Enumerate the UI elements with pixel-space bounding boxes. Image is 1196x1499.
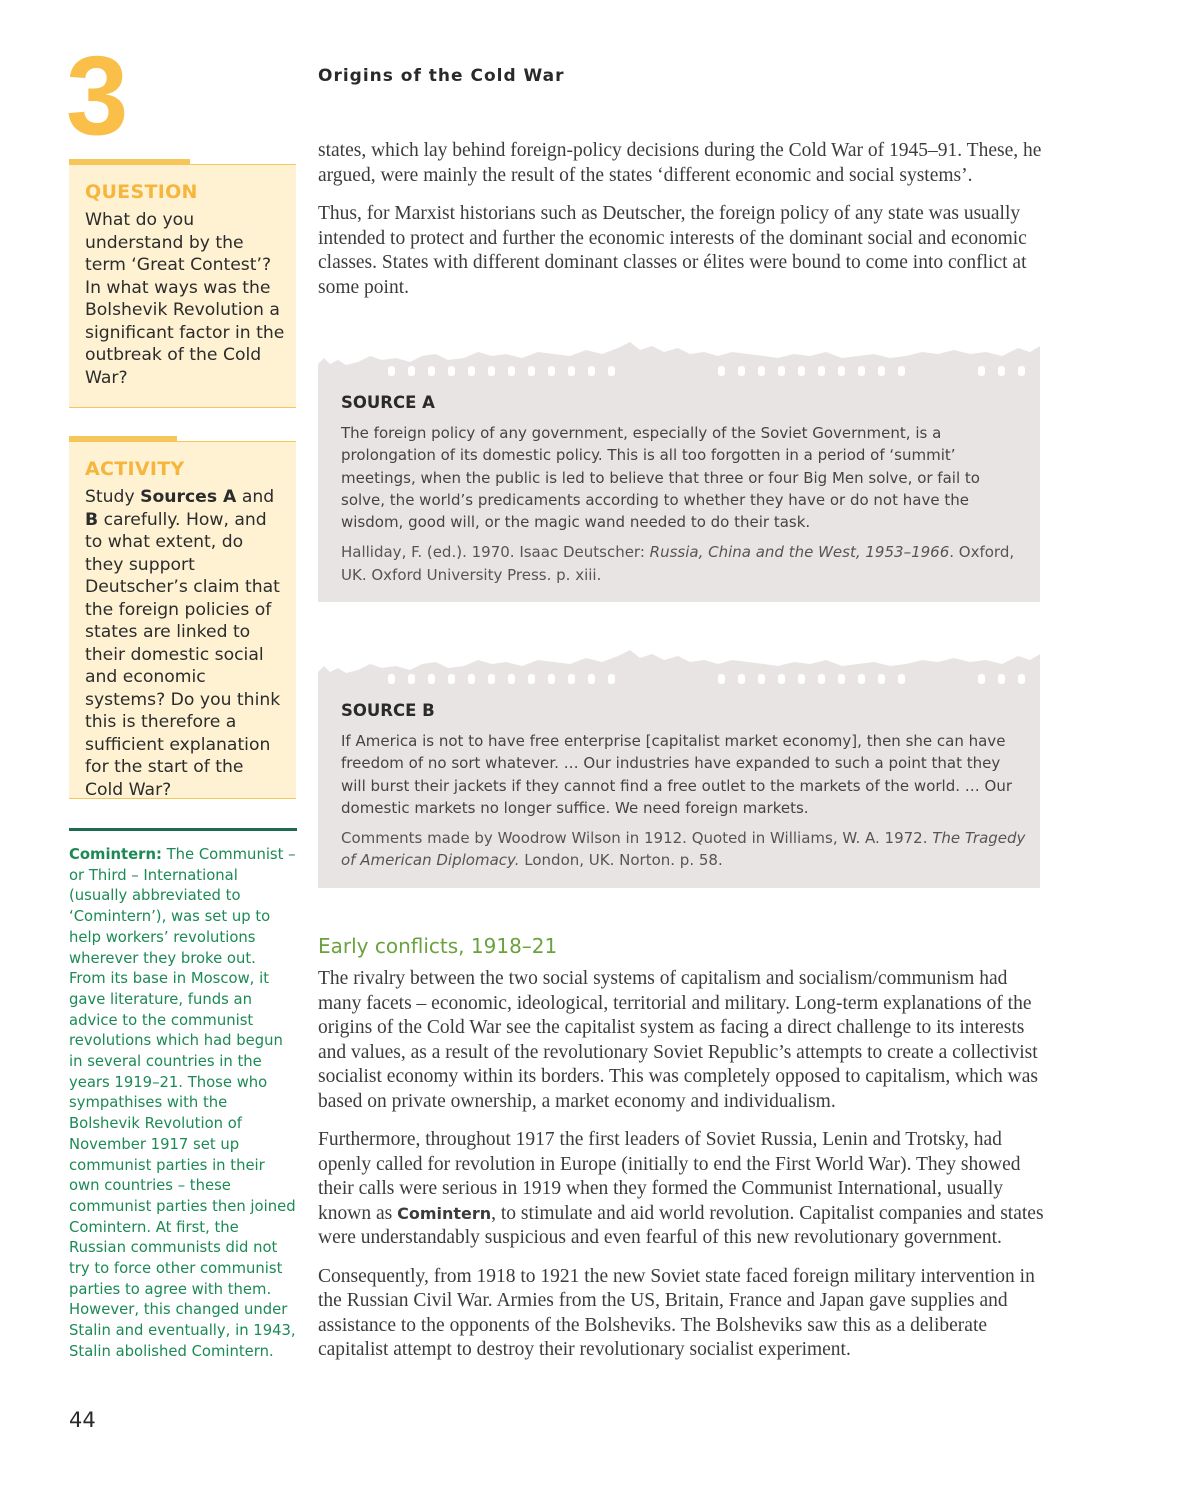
activity-text: Study Sources A and B carefully. How, and to what extent, do they support Deutscher’s claim that the foreign policies of states are linked to their domestic social and economic systems? Do you think this is therefore a sufficient explanation for the start of the Cold War? (85, 487, 281, 800)
intro-paragraph-1: states, which lay behind foreign-policy decisions during the Cold War of 1945–91. These, he argued, were mainly the result of the states ‘different economic and social systems’. (318, 140, 1042, 186)
chapter-number: 3 (66, 33, 129, 158)
question-heading: QUESTION (85, 181, 198, 203)
glossary-comintern (69, 828, 297, 1363)
intro-text (318, 139, 1048, 314)
source-b-quote: If America is not to have free enterprise [capitalist market economy], then she can have freedom of no sort whatever. … Our industries have expanded to such a point that they will burst their jackets if they cannot find a free outlet to the markets of the world. … Our domestic markets no longer suffice. We need foreign markets. (341, 732, 1013, 817)
section-paragraph-3: Consequently, from 1918 to 1921 the new Soviet state faced foreign military intervention in the Russian Civil War. Armies from the US, Britain, France and Japan gave supplies and assistance to the opponents of the Bolsheviks. The Bolsheviks saw this as a deliberate capitalist attempt to destroy their revolutionary socialist experiment. (318, 1265, 1035, 1360)
section-body (318, 967, 1046, 1377)
activity-heading: ACTIVITY (85, 458, 185, 480)
source-a-title: SOURCE A (341, 393, 435, 412)
source-b-box (318, 686, 1040, 888)
question-text: What do you understand by the term ‘Great Contest’? In what ways was the Bolshevik Revolution a significant factor in the outbreak of the Cold War? (85, 210, 285, 388)
activity-bold-b: B (85, 509, 99, 530)
source-a-citation: Halliday, F. (ed.). 1970. Isaac Deutscher: Russia, China and the West, 1953–1966. Oxford, UK. Oxford University Press. p. xiii. (341, 543, 1015, 584)
source-b-citation: Comments made by Woodrow Wilson in 1912. Quoted in Williams, W. A. 1972. The Tragedy of American Diplomacy. London, UK. Norton. p. 58. (341, 829, 1026, 870)
chapter-title: Origins of the Cold War (318, 66, 565, 86)
torn-edge-decoration (318, 646, 1040, 688)
source-b-title: SOURCE B (341, 701, 435, 720)
source-a-quote: The foreign policy of any government, especially of the Soviet Government, is a prolongation of its domestic policy. This is all too forgotten in a period of ‘summit’ meetings, when the public is led to believe that three or four Big Men solve, or fail to solve, the world’s predicaments according to whether they have or do not have the wisdom, good will, or the magic wand needed to do their task. (341, 424, 980, 532)
activity-box-accent-bar (69, 436, 177, 441)
section-heading: Early conflicts, 1918–21 (318, 934, 558, 958)
comintern-term: Comintern (397, 1203, 492, 1223)
torn-edge-decoration (318, 338, 1040, 380)
source-a-box (318, 378, 1040, 602)
intro-paragraph-2: Thus, for Marxist historians such as Deutscher, the foreign policy of any state was usually intended to protect and further the economic interests of the dominant social and economic classes. States with different dominant classes or élites were bound to come into conflict at some point. (318, 203, 1027, 298)
section-paragraph-1: The rivalry between the two social systems of capitalism and socialism/communism had many facets – economic, ideological, territorial and military. Long-term explanations of the origins of the Cold War see the capitalist system as facing a direct challenge to its interests and values, as a result of the revolutionary Soviet Republic’s attempts to create a collectivist socialist economy within its borders. This was completely opposed to capitalism, which was based on private ownership, a market economy and individualism. (318, 968, 1038, 1112)
section-paragraph-2: Furthermore, throughout 1917 the first leaders of Soviet Russia, Lenin and Trotsky, had openly called for revolution in Europe (initially to end the First World War). They showed their calls were serious in 1919 when they formed the Communist International, usually known as Comintern, to stimulate and aid world revolution. Capitalist companies and states were understandably suspicious and even fearful of this new revolutionary government. (318, 1129, 1044, 1248)
page-number: 44 (69, 1408, 96, 1432)
activity-bold-sources-a: Sources A (140, 487, 237, 507)
activity-box (69, 441, 296, 799)
glossary-definition: The Communist – or Third – International (usually abbreviated to ‘Comintern’), was set up to help workers’ revolutions wherever they broke out. From its base in Moscow, it gave literature, funds an advice to the communist revolutions which had begun in several countries in the years 1919–21. Those who sympathises with the Bolshevik Revolution of November 1917 set up communist parties in their own countries – these communist parties then joined Comintern. At first, the Russian communists did not try to force other communist parties to agree with them. However, this changed under Stalin and eventually, in 1943, Stalin abolished Comintern. (69, 846, 296, 1360)
question-box (69, 164, 296, 408)
question-box-accent-bar (69, 159, 190, 164)
glossary-term: Comintern: (69, 846, 162, 863)
